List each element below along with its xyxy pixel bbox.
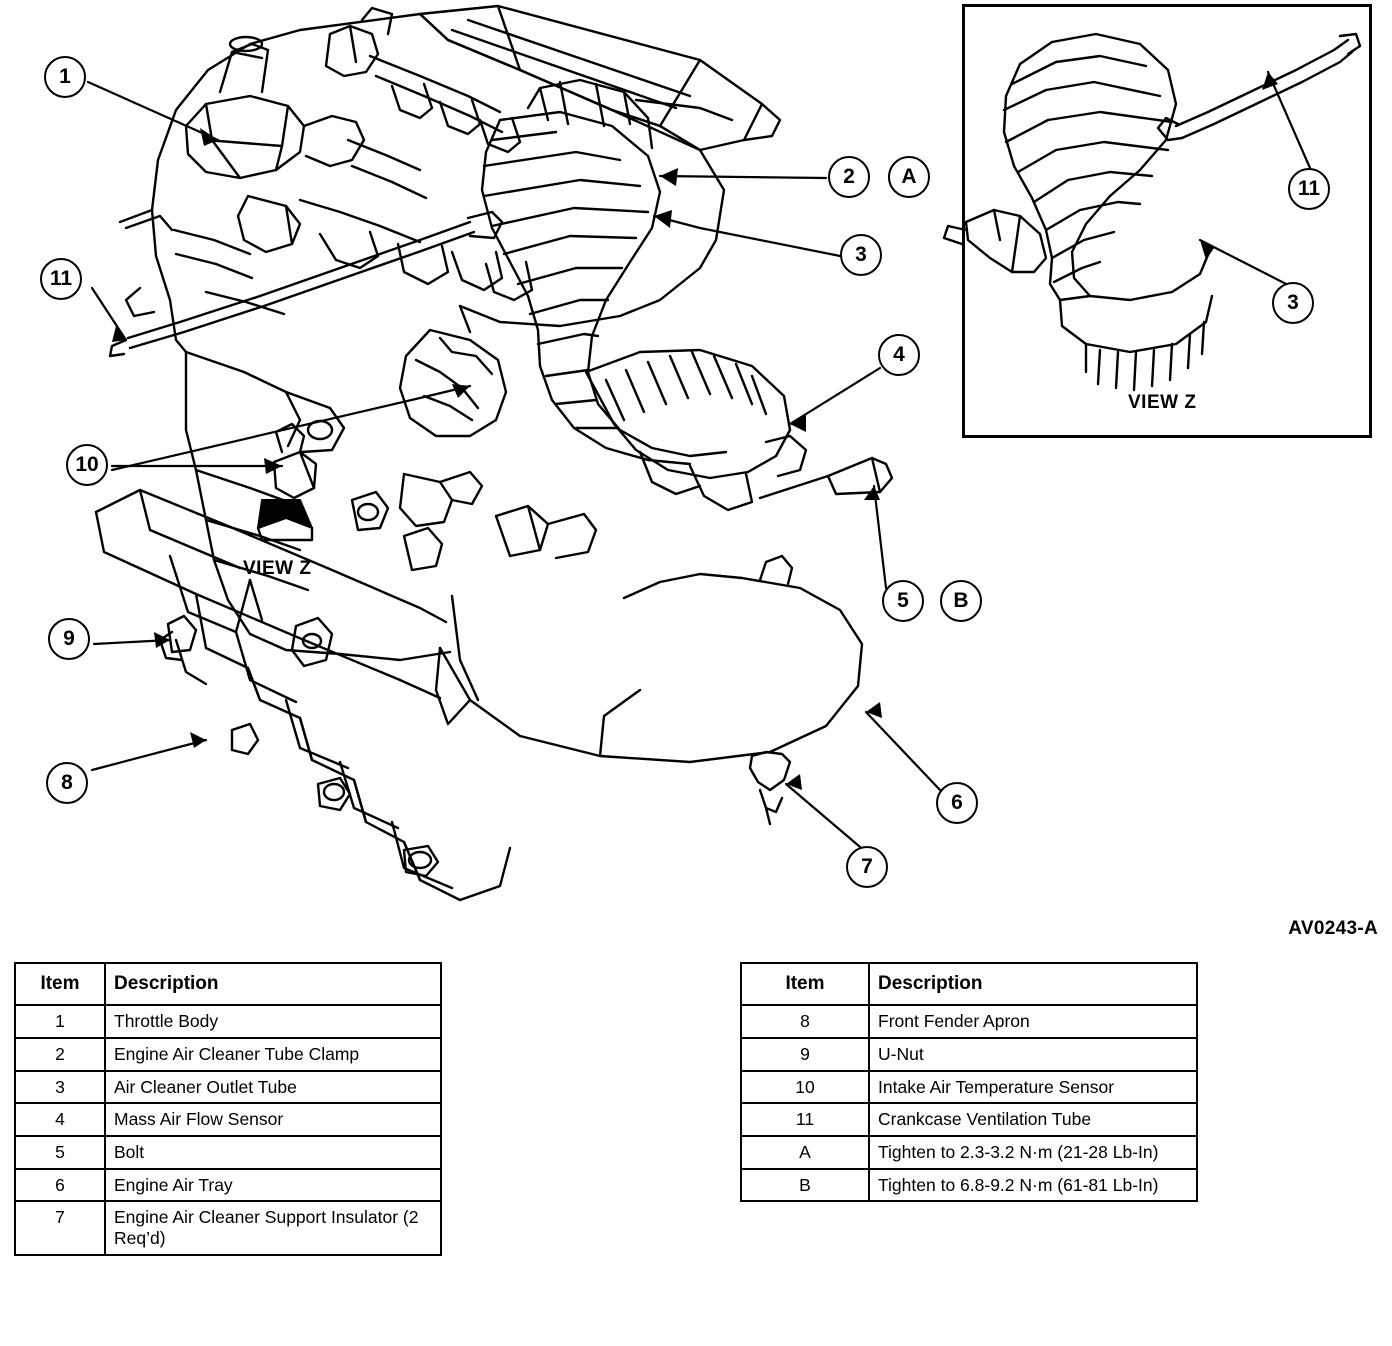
cell-description: Front Fender Apron bbox=[869, 1005, 1197, 1038]
table-row bbox=[741, 1071, 1197, 1104]
cell-description: Tighten to 2.3-3.2 N·m (21-28 Lb-In) bbox=[869, 1136, 1197, 1169]
table-row bbox=[15, 1201, 441, 1254]
callout-5: 5 bbox=[882, 580, 924, 622]
table-row bbox=[15, 1169, 441, 1202]
table-row bbox=[15, 1136, 441, 1169]
table-header-row bbox=[15, 963, 441, 1005]
callout-inset-3: 3 bbox=[1272, 282, 1314, 324]
cell-item: A bbox=[741, 1136, 869, 1169]
callout-7: 7 bbox=[846, 846, 888, 888]
column-header-item: Item bbox=[15, 963, 105, 1005]
table-row bbox=[741, 1169, 1197, 1202]
cell-description: Mass Air Flow Sensor bbox=[105, 1103, 441, 1136]
callout-10: 10 bbox=[66, 444, 108, 486]
cell-item: 10 bbox=[741, 1071, 869, 1104]
cell-description: Engine Air Cleaner Support Insulator (2 Req’d) bbox=[105, 1201, 441, 1254]
cell-description: Engine Air Cleaner Tube Clamp bbox=[105, 1038, 441, 1071]
cell-item: B bbox=[741, 1169, 869, 1202]
parts-table-right bbox=[740, 962, 1198, 1202]
view-z-label-inset: VIEW Z bbox=[1128, 392, 1197, 413]
cell-item: 8 bbox=[741, 1005, 869, 1038]
table-row bbox=[741, 1005, 1197, 1038]
callout-11: 11 bbox=[40, 258, 82, 300]
callout-4: 4 bbox=[878, 334, 920, 376]
cell-item: 7 bbox=[15, 1201, 105, 1254]
table-row bbox=[15, 1071, 441, 1104]
callout-8: 8 bbox=[46, 762, 88, 804]
callout-3: 3 bbox=[840, 234, 882, 276]
parts-table-left bbox=[14, 962, 442, 1256]
column-header-description: Description bbox=[869, 963, 1197, 1005]
cell-description: Tighten to 6.8-9.2 N·m (61-81 Lb-In) bbox=[869, 1169, 1197, 1202]
view-z-label-main: VIEW Z bbox=[243, 558, 312, 579]
callout-9: 9 bbox=[48, 618, 90, 660]
cell-item: 5 bbox=[15, 1136, 105, 1169]
figure-id-label: AV0243-A bbox=[1288, 918, 1378, 939]
table-row bbox=[15, 1038, 441, 1071]
cell-description: Crankcase Ventilation Tube bbox=[869, 1103, 1197, 1136]
callout-inset-11: 11 bbox=[1288, 168, 1330, 210]
table-row bbox=[741, 1136, 1197, 1169]
cell-item: 6 bbox=[15, 1169, 105, 1202]
cell-description: Engine Air Tray bbox=[105, 1169, 441, 1202]
cell-description: U-Nut bbox=[869, 1038, 1197, 1071]
table-row bbox=[15, 1103, 441, 1136]
cell-description: Intake Air Temperature Sensor bbox=[869, 1071, 1197, 1104]
cell-description: Bolt bbox=[105, 1136, 441, 1169]
callout-1: 1 bbox=[44, 56, 86, 98]
cell-item: 9 bbox=[741, 1038, 869, 1071]
callout-b: B bbox=[940, 580, 982, 622]
cell-item: 11 bbox=[741, 1103, 869, 1136]
cell-item: 3 bbox=[15, 1071, 105, 1104]
cell-description: Air Cleaner Outlet Tube bbox=[105, 1071, 441, 1104]
table-row bbox=[741, 1103, 1197, 1136]
callout-a: A bbox=[888, 156, 930, 198]
column-header-description: Description bbox=[105, 963, 441, 1005]
callout-2: 2 bbox=[828, 156, 870, 198]
table-row bbox=[741, 1038, 1197, 1071]
table-header-row bbox=[741, 963, 1197, 1005]
table-row bbox=[15, 1005, 441, 1038]
view-z-inset-frame bbox=[962, 4, 1372, 438]
cell-item: 1 bbox=[15, 1005, 105, 1038]
callout-6: 6 bbox=[936, 782, 978, 824]
cell-description: Throttle Body bbox=[105, 1005, 441, 1038]
cell-item: 4 bbox=[15, 1103, 105, 1136]
column-header-item: Item bbox=[741, 963, 869, 1005]
cell-item: 2 bbox=[15, 1038, 105, 1071]
